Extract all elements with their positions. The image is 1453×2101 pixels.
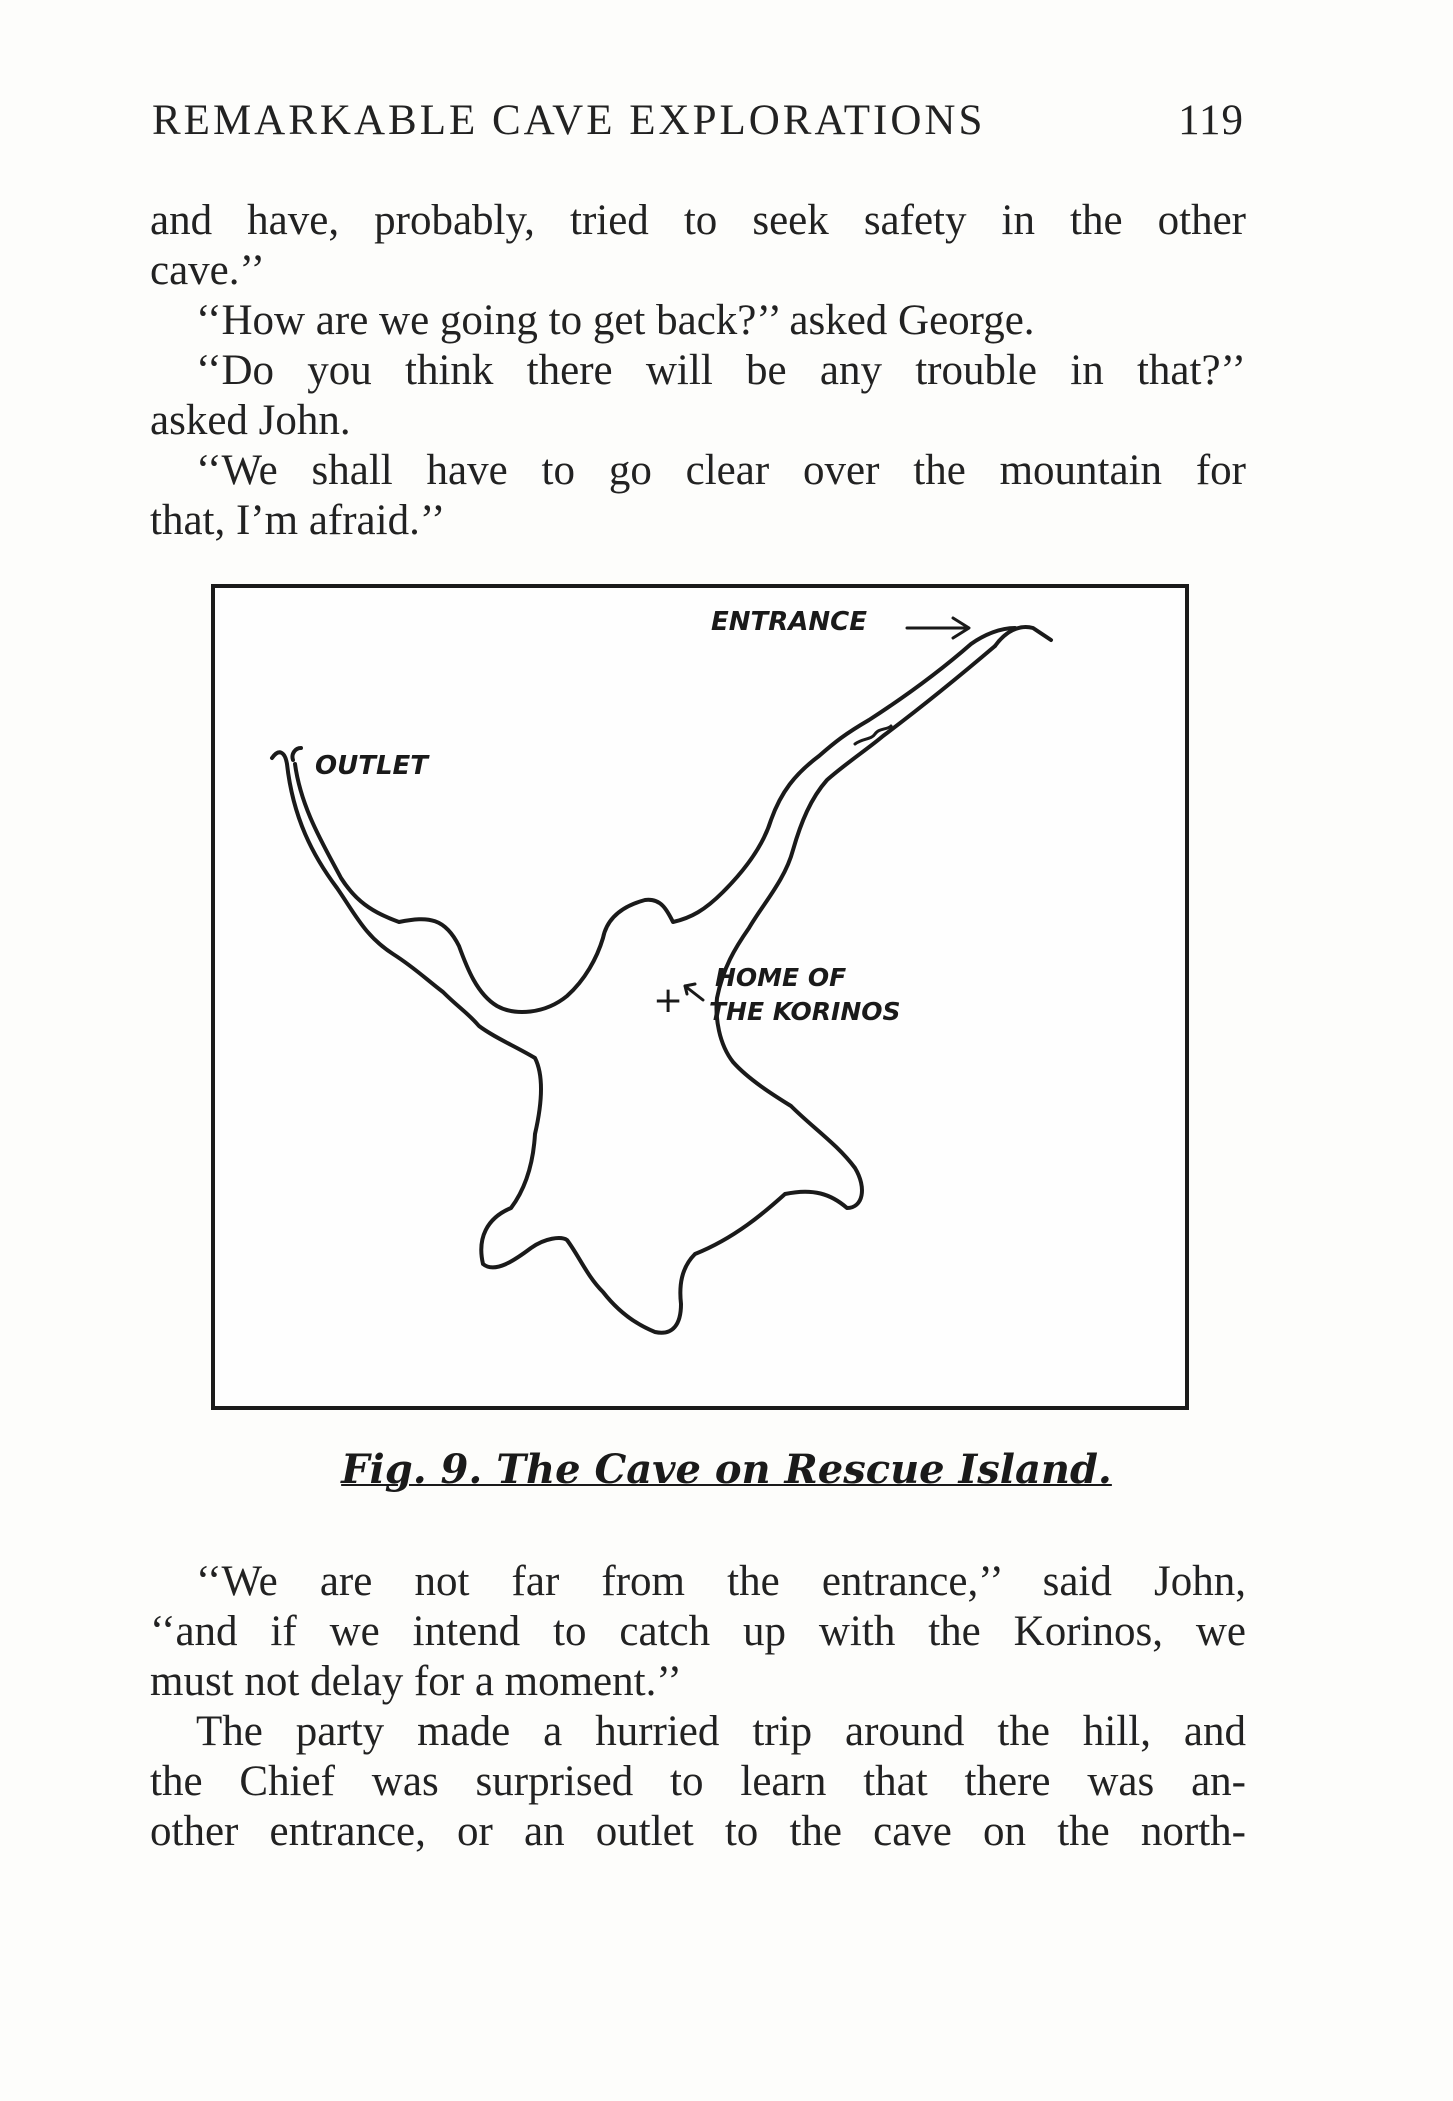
text-line: cave.’’	[150, 247, 265, 294]
text-line: asked John.	[150, 397, 351, 444]
home-pointer-arrow	[685, 984, 703, 1000]
figure-caption: Fig. 9. The Cave on Rescue Island.	[341, 1446, 1112, 1493]
running-title: REMARKABLE CAVE EXPLORATIONS	[152, 97, 986, 144]
text-line: must not delay for a moment.’’	[150, 1658, 682, 1705]
text-line: ‘‘We are not far from the entrance,’’ said John,	[196, 1558, 1246, 1605]
cave-outline-inner	[292, 628, 1015, 1012]
cave-map-drawing	[215, 588, 1185, 1406]
home-label-line1: HOME OF	[715, 963, 847, 992]
text-line: and have, probably, tried to seek safety in the other	[150, 197, 1246, 244]
text-line: ‘‘and if we intend to catch up with the Korinos, we	[150, 1608, 1246, 1655]
entrance-label: ENTRANCE	[711, 607, 867, 637]
text-line: other entrance, or an outlet to the cave on the north-	[150, 1808, 1246, 1855]
entrance-arrow	[907, 618, 969, 638]
home-marker-cross: +	[653, 980, 684, 1021]
home-label-line2: THE KORINOS	[709, 997, 901, 1026]
text-line: ‘‘We shall have to go clear over the mountain for	[196, 447, 1246, 494]
text-line: ‘‘Do you think there will be any trouble in that?’’	[196, 347, 1246, 394]
text-line: the Chief was surprised to learn that there was an-	[150, 1758, 1246, 1805]
running-header	[152, 96, 1244, 145]
text-block-top	[150, 196, 1246, 546]
text-line: that, I’m afraid.’’	[150, 497, 446, 544]
text-line: The party made a hurried trip around the hill, and	[196, 1708, 1246, 1755]
outlet-label: OUTLET	[315, 751, 429, 781]
page-number: 119	[1178, 97, 1244, 144]
cave-map-figure	[211, 584, 1189, 1410]
text-block-bottom	[150, 1557, 1246, 1857]
cave-outline-outer	[272, 646, 995, 1333]
text-line: ‘‘How are we going to get back?’’ asked George.	[196, 297, 1035, 344]
